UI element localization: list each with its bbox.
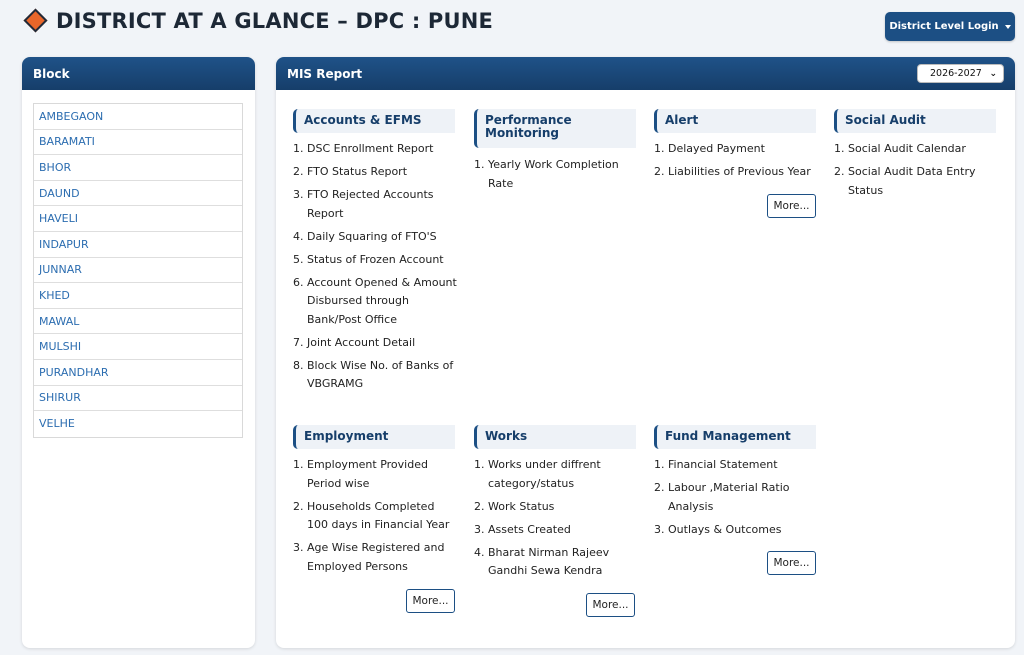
report-link[interactable]: 1. Financial Statement: [654, 458, 778, 471]
employment-more-button[interactable]: More...: [406, 589, 455, 613]
section-title: Performance Monitoring: [474, 109, 636, 148]
report-list: [654, 456, 818, 544]
caret-down-icon: [1005, 25, 1011, 29]
report-list: [474, 456, 638, 585]
logo-diamond-icon: [23, 8, 47, 32]
report-list: [293, 456, 457, 581]
block-link-junnar[interactable]: JUNNAR: [34, 258, 242, 284]
report-link[interactable]: 3. Age Wise Registered and Employed Persons: [293, 541, 445, 573]
report-link[interactable]: 3. FTO Rejected Accounts Report: [293, 188, 434, 220]
fund-more-button[interactable]: More...: [767, 551, 816, 575]
alert-more-button[interactable]: More...: [767, 194, 816, 218]
block-link-haveli[interactable]: HAVELI: [34, 206, 242, 232]
report-list: [293, 140, 457, 398]
section-title: Social Audit: [834, 109, 996, 133]
year-select-value: 2026-2027: [930, 68, 982, 79]
block-panel-header: Block: [22, 57, 255, 90]
block-link-purandhar[interactable]: PURANDHAR: [34, 360, 242, 386]
page-title: DISTRICT AT A GLANCE – DPC : PUNE: [56, 9, 494, 33]
section-title: Employment: [293, 425, 455, 449]
report-link[interactable]: 3. Assets Created: [474, 522, 571, 536]
block-link-velhe[interactable]: VELHE: [39, 417, 75, 431]
report-link[interactable]: 4. Daily Squaring of FTO'S: [293, 229, 437, 243]
report-link[interactable]: 2. Social Audit Data Entry Status: [834, 165, 976, 197]
login-button-label: District Level Login: [889, 21, 999, 32]
mis-panel-header: [276, 57, 1015, 90]
section-title: Fund Management: [654, 425, 816, 449]
report-link[interactable]: 2. Work Status: [474, 499, 555, 513]
block-link-shirur[interactable]: SHIRUR: [34, 386, 242, 412]
block-link-ambegaon[interactable]: AMBEGAON: [34, 104, 242, 130]
mis-report-panel: [276, 57, 1015, 648]
report-link[interactable]: 5. Status of Frozen Account: [293, 252, 444, 266]
report-link[interactable]: 2. Liabilities of Previous Year: [654, 165, 811, 178]
report-link[interactable]: 1. Social Audit Calendar: [834, 142, 966, 155]
report-link[interactable]: 1. Employment Provided Period wise: [293, 458, 428, 490]
block-link-mawal[interactable]: MAWAL: [34, 309, 242, 335]
report-link[interactable]: 8. Block Wise No. of Banks of VBGRAMG: [293, 358, 454, 390]
report-link[interactable]: 1. Works under diffrent category/status: [474, 458, 601, 490]
report-link[interactable]: 7. Joint Account Detail: [293, 335, 416, 349]
report-link[interactable]: 3. Outlays & Outcomes: [654, 522, 782, 536]
section-title: Accounts & EFMS: [293, 109, 455, 133]
works-more-button[interactable]: More...: [586, 593, 635, 617]
block-link-khed[interactable]: KHED: [34, 283, 242, 309]
mis-panel-title: MIS Report: [287, 66, 363, 81]
block-panel: [22, 57, 255, 648]
block-link-indapur[interactable]: INDAPUR: [34, 232, 242, 258]
chevron-down-icon: ⌄: [989, 69, 997, 79]
report-link[interactable]: 2. FTO Status Report: [293, 165, 408, 178]
report-link[interactable]: 6. Account Opened & Amount Disbursed through Bank/Post Office: [293, 275, 457, 326]
report-link[interactable]: 1. Yearly Work Completion Rate: [474, 158, 619, 190]
report-link[interactable]: 2. Households Completed 100 days in Financial Year: [293, 499, 450, 531]
report-link[interactable]: 4. Bharat Nirman Rajeev Gandhi Sewa Kendra: [474, 545, 610, 577]
block-list: [33, 103, 243, 438]
district-login-button[interactable]: [885, 12, 1015, 41]
year-select[interactable]: [917, 64, 1004, 83]
block-link-bhor[interactable]: BHOR: [34, 155, 242, 181]
report-link[interactable]: 1. Delayed Payment: [654, 142, 765, 155]
page-header: [0, 0, 1024, 52]
report-link[interactable]: 1. DSC Enrollment Report: [293, 142, 434, 155]
block-link-mulshi[interactable]: MULSHI: [34, 334, 242, 360]
report-list: [834, 140, 998, 205]
block-link-baramati[interactable]: BARAMATI: [34, 130, 242, 156]
report-list: [474, 156, 638, 198]
section-title: Works: [474, 425, 636, 449]
report-link[interactable]: 2. Labour ,Material Ratio Analysis: [654, 481, 790, 513]
section-title: Alert: [654, 109, 816, 133]
report-list: [654, 140, 818, 186]
block-link-daund[interactable]: DAUND: [34, 181, 242, 207]
